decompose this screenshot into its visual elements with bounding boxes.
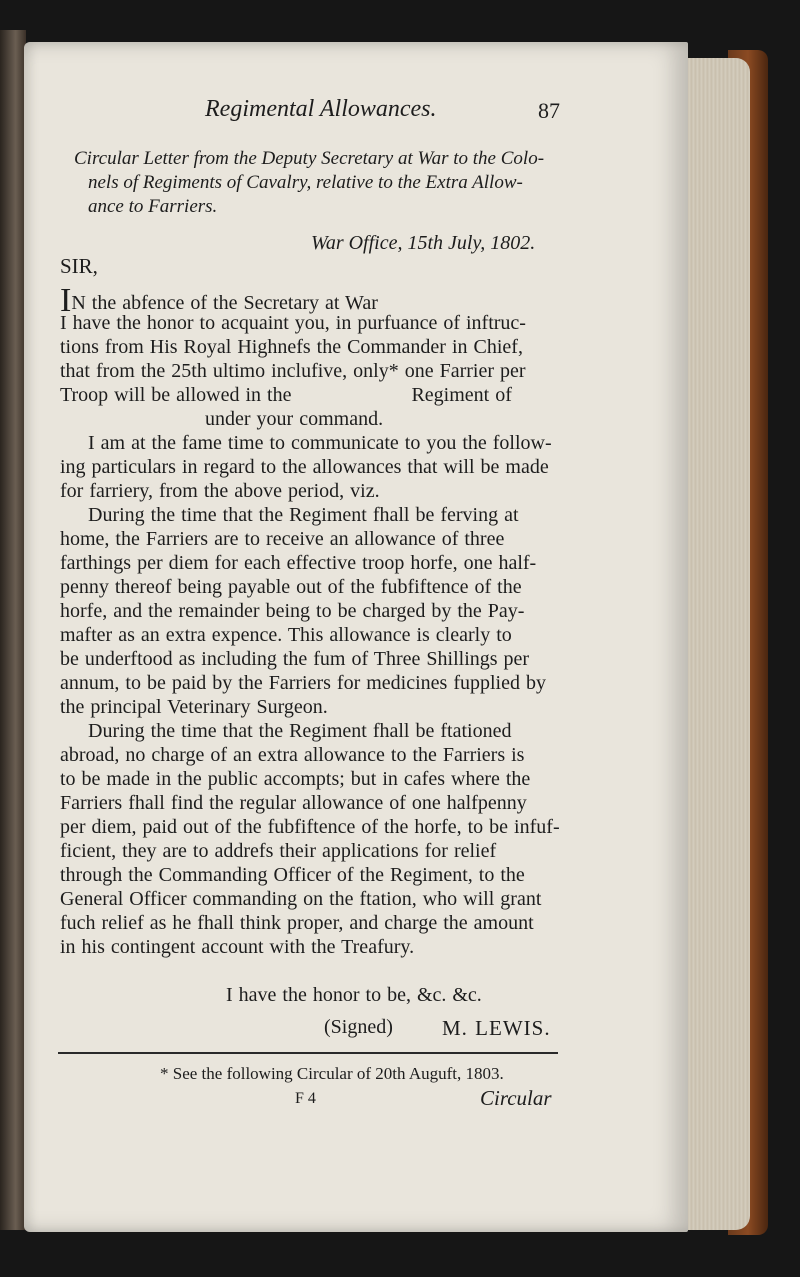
- signed-label: (Signed): [324, 1016, 393, 1038]
- salutation: SIR,: [60, 254, 98, 278]
- letter-title-line: ance to Farriers.: [88, 196, 218, 217]
- dateline: War Office, 15th July, 1802.: [311, 232, 536, 254]
- body-line: Troop will be allowed in the Regiment of: [60, 384, 512, 406]
- page-number: 87: [538, 98, 560, 123]
- book-left-edge: [0, 30, 26, 1230]
- catchword: Circular: [480, 1086, 552, 1110]
- first-line-text: N the abfence of the Secretary at War: [71, 292, 378, 314]
- body-line: for farriery, from the above period, viz.: [60, 480, 380, 502]
- body-line: During the time that the Regiment fhall be ferving at: [88, 504, 519, 526]
- body-line: farthings per diem for each effective troop horfe, one half-: [60, 552, 537, 574]
- closing-line: I have the honor to be, &c. &c.: [226, 984, 482, 1006]
- body-line: to be made in the public accompts; but in cafes where the: [60, 768, 531, 790]
- footnote-rule: [58, 1052, 558, 1054]
- body-line: in his contingent account with the Treafury.: [60, 936, 415, 958]
- body-line: be underftood as including the fum of Three Shillings per: [60, 648, 530, 670]
- letter-title-line: Circular Letter from the Deputy Secretary at War to the Colo-: [74, 148, 545, 169]
- body-line: horfe, and the remainder being to be charged by the Pay-: [60, 600, 525, 622]
- footnote: * See the following Circular of 20th Auguft, 1803.: [160, 1064, 504, 1083]
- body-line: I am at the fame time to communicate to you the follow-: [88, 432, 552, 454]
- body-line: I have the honor to acquaint you, in purfuance of inftruc-: [60, 312, 526, 334]
- body-line: home, the Farriers are to receive an allowance of three: [60, 528, 505, 550]
- body-line: mafter as an extra expence. This allowance is clearly to: [60, 624, 512, 646]
- body-line: ing particulars in regard to the allowances that will be made: [60, 456, 549, 478]
- body-line: annum, to be paid by the Farriers for medicines fupplied by: [60, 672, 546, 694]
- body-line: fuch relief as he fhall think proper, and charge the amount: [60, 912, 534, 934]
- body-line: that from the 25th ultimo inclufive, only* one Farrier per: [60, 360, 526, 382]
- body-line: Farriers fhall find the regular allowance of one halfpenny: [60, 792, 527, 814]
- body-line: General Officer commanding on the ftation, who will grant: [60, 888, 542, 910]
- drop-cap: I: [60, 282, 72, 319]
- body-line: the principal Veterinary Surgeon.: [60, 696, 328, 718]
- body-line: per diem, paid out of the fubfiftence of the horfe, to be infuf-: [60, 816, 560, 838]
- signature-mark: F 4: [295, 1090, 316, 1107]
- letter-title-line: nels of Regiments of Cavalry, relative to the Extra Allow-: [88, 172, 523, 193]
- signer-name: M. LEWIS.: [442, 1016, 551, 1040]
- body-line: penny thereof being payable out of the fubfiftence of the: [60, 576, 522, 598]
- body-line: through the Commanding Officer of the Regiment, to the: [60, 864, 525, 886]
- body-line: During the time that the Regiment fhall be ftationed: [88, 720, 512, 742]
- body-line: abroad, no charge of an extra allowance to the Farriers is: [60, 744, 525, 766]
- running-title: Regimental Allowances.: [205, 96, 437, 122]
- body-line: tions from His Royal Highnefs the Commander in Chief,: [60, 336, 523, 358]
- body-line: ficient, they are to addrefs their applications for relief: [60, 840, 497, 862]
- body-line: under your command.: [205, 408, 384, 430]
